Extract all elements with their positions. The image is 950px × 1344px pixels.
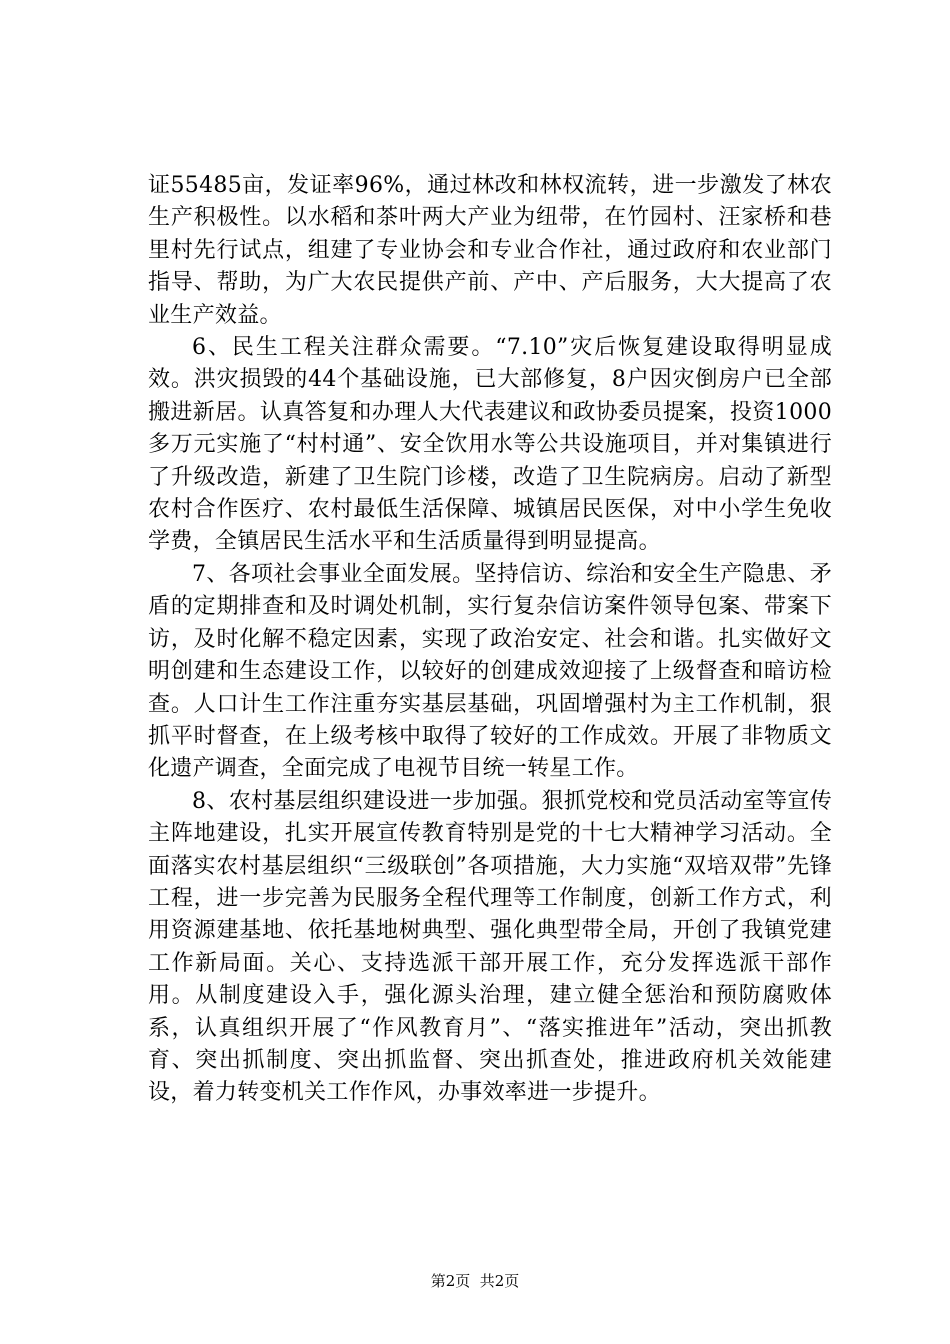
paragraph-social-undertakings: 7、各项社会事业全面发展。坚持信访、综治和安全生产隐患、矛盾的定期排查和及时调处机制，实行复杂信访案件领导包案、带案下访，及时化解不稳定因素，实现了政治安定、社会和谐。扎实做好文明创建和生态建设工作，以较好的创建成效迎接了上级督查和暗访检查。人口计生工作注重夯实基层基础，巩固增强村为主工作机制，狠抓平时督查，在上级考核中取得了较好的工作成效。开展了非物质文化遗产调查，全面完成了电视节目统一转星工作。: [148, 561, 832, 782]
document-body: [148, 170, 832, 1110]
paragraph-livelihood-projects: 6、民生工程关注群众需要。“7.10”灾后恢复建设取得明显成效。洪灾损毁的44个基础设施，已大部修复，8户因灾倒房户已全部搬进新居。认真答复和办理人大代表建议和政协委员提案，投资1000多万元实施了“村村通”、安全饮用水等公共设施项目，并对集镇进行了升级改造，新建了卫生院门诊楼，改造了卫生院病房。启动了新型农村合作医疗、农村最低生活保障、城镇居民医保，对中小学生免收学费，全镇居民生活水平和生活质量得到明显提高。: [148, 335, 832, 555]
paragraph-grassroots-organization: 8、农村基层组织建设进一步加强。狠抓党校和党员活动室等宣传主阵地建设，扎实开展宣传教育特别是党的十七大精神学习活动。全面落实农村基层组织“三级联创”各项措施，大力实施“双培双带”先锋工程，进一步完善为民服务全程代理等工作制度，创新工作方式，利用资源建基地、依托基地树典型、强化典型带全局，开创了我镇党建工作新局面。关心、支持选派干部开展工作，充分发挥选派干部作用。从制度建设入手，强化源头治理，建立健全惩治和预防腐败体系，认真组织开展了“作风教育月”、“落实推进年”活动，突出抓教育、突出抓制度、突出抓监督、突出抓查处，推进政府机关效能建设，着力转变机关工作作风，办事效率进一步提升。: [148, 788, 832, 1106]
paragraph-land-certification: 证55485亩，发证率96%，通过林改和林权流转，进一步激发了林农生产积极性。以水稻和茶叶两大产业为纽带，在竹园村、汪家桥和巷里村先行试点，组建了专业协会和专业合作社，通过政府和农业部门指导、帮助，为广大农民提供产前、产中、产后服务，大大提高了农业生产效益。: [148, 173, 832, 328]
page-number: 第2页 共2页: [430, 1272, 520, 1290]
page-footer: [0, 1270, 950, 1291]
